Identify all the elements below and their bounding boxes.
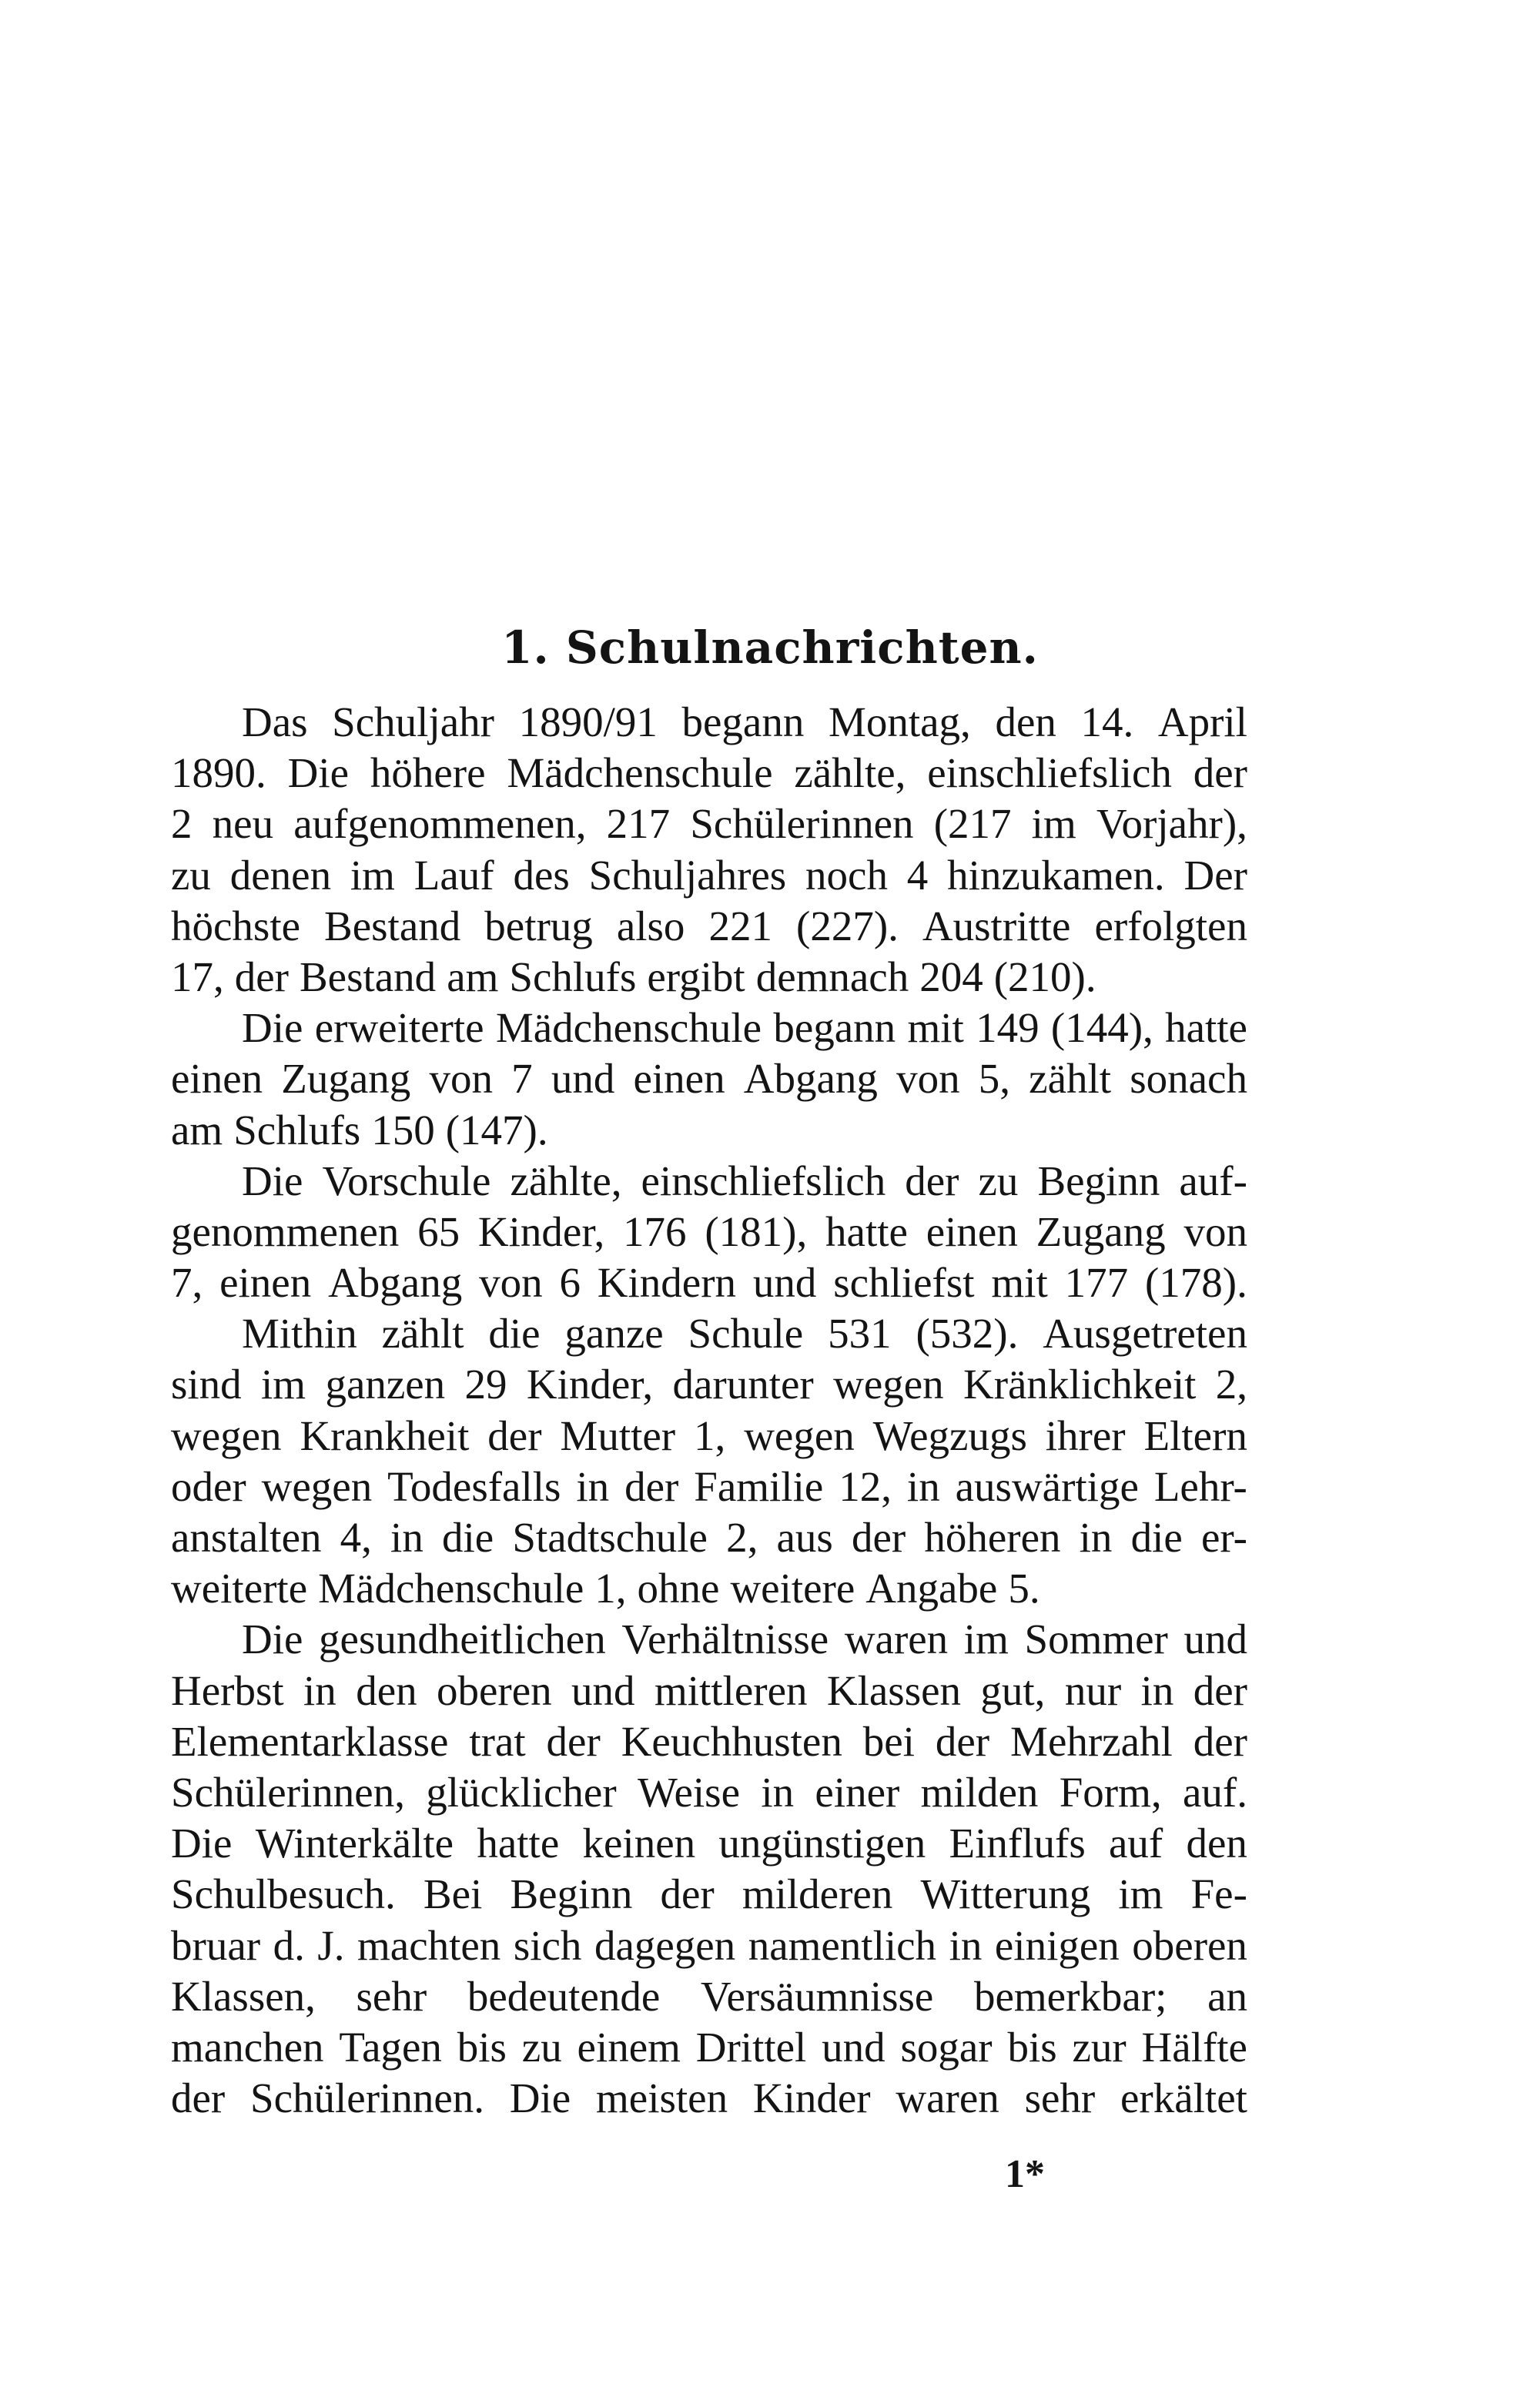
text-line: oder wegen Todesfalls in der Familie 12, in auswärtige Lehr- [171,1462,1247,1510]
section-heading: 1. Schulnachrichten. [501,621,1039,674]
text-line: sind im ganzen 29 Kinder, darunter wegen Kränklichkeit 2, [171,1361,1247,1408]
signature-mark: 1* [1005,2152,1045,2196]
text-line: 2 neu aufgenommenen, 217 Schülerinnen (217 im Vorjahr), [171,800,1247,848]
text-line: 7, einen Abgang von 6 Kindern und schliefst mit 177 (178). [171,1259,1247,1307]
text-line: Die Vorschule zählte, einschliefslich der zu Beginn auf- [242,1157,1247,1204]
text-line: 17, der Bestand am Schlufs ergibt demnach 204 (210). [171,953,1096,1000]
text-line: Klassen, sehr bedeutende Versäumnisse bemerkbar; an [171,1972,1247,2020]
text-line: Schulbesuch. Bei Beginn der milderen Witterung im Fe- [171,1870,1247,1918]
text-line: bruar d. J. machten sich dagegen namentlich in einigen oberen [171,1921,1247,1969]
text-line: Das Schuljahr 1890/91 begann Montag, den 14. April [242,698,1247,745]
text-line: wegen Krankheit der Mutter 1, wegen Wegzugs ihrer Eltern [171,1411,1247,1459]
text-line: am Schlufs 150 (147). [171,1106,548,1153]
text-line: Mithin zählt die ganze Schule 531 (532). Ausgetreten [242,1310,1247,1358]
text-line: Die gesundheitlichen Verhältnisse waren im Sommer und [242,1616,1247,1663]
text-line: manchen Tagen bis zu einem Drittel und sogar bis zur Hälfte [171,2023,1247,2071]
text-line: Die Winterkälte hatte keinen ungünstigen Einflufs auf den [171,1820,1247,1867]
text-line: weiterte Mädchenschule 1, ohne weitere Angabe 5. [171,1565,1040,1612]
text-line: zu denen im Lauf des Schuljahres noch 4 hinzukamen. Der [171,851,1247,899]
text-line: genommenen 65 Kinder, 176 (181), hatte einen Zugang von [171,1207,1247,1255]
body-text [171,697,1247,2124]
text-line: einen Zugang von 7 und einen Abgang von 5, zählt sonach [171,1055,1247,1103]
text-line: der Schülerinnen. Die meisten Kinder waren sehr erkältet [171,2074,1247,2122]
text-line: anstalten 4, in die Stadtschule 2, aus der höheren in die er- [171,1514,1247,1561]
text-line: Elementarklasse trat der Keuchhusten bei der Mehrzahl der [171,1717,1247,1765]
text-line: Die erweiterte Mädchenschule begann mit 149 (144), hatte [242,1004,1247,1052]
text-line: Herbst in den oberen und mittleren Klassen gut, nur in der [171,1666,1247,1714]
text-line: Schülerinnen, glücklicher Weise in einer milden Form, auf. [171,1768,1247,1816]
text-line: 1890. Die höhere Mädchenschule zählte, einschliefslich der [171,749,1247,797]
text-line: höchste Bestand betrug also 221 (227). Austritte erfolgten [171,902,1247,949]
